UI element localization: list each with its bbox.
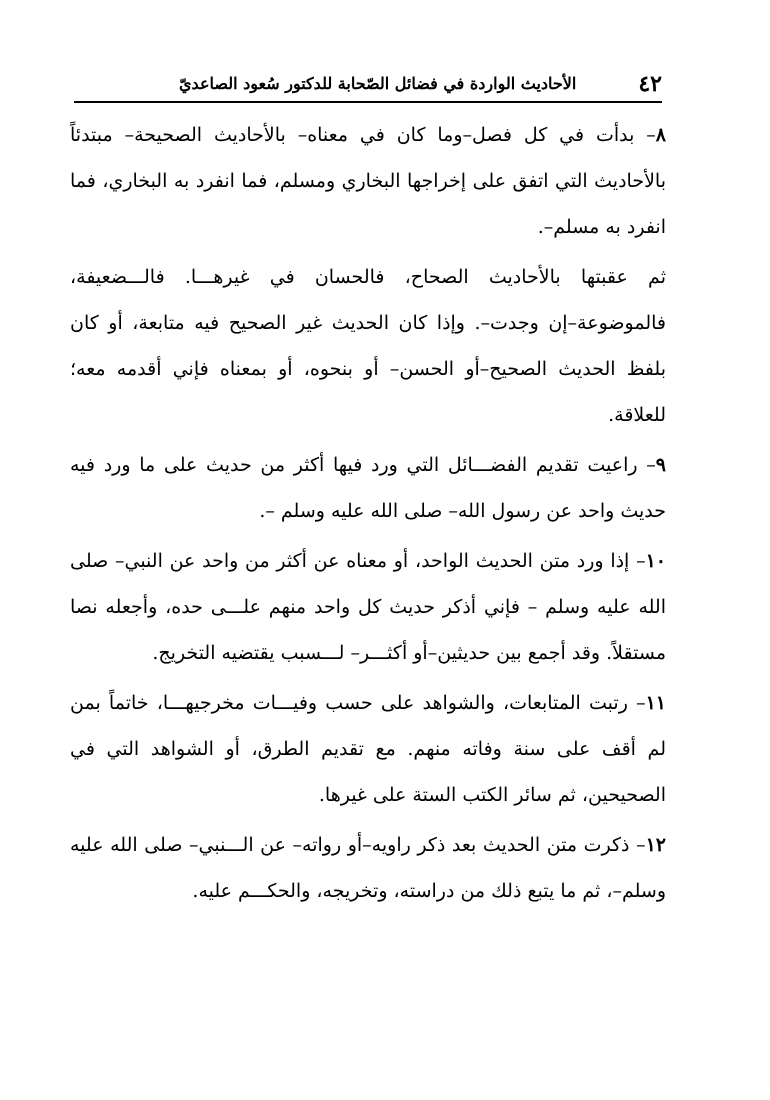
paragraph-8 (70, 112, 666, 250)
paragraph-8-continued (70, 254, 666, 438)
running-header (74, 70, 662, 98)
header-rule (74, 101, 662, 103)
paragraph-text: – راعيت تقديم الفضـــائل التي ورد فيها أكثر من حديث على ما ورد فيه حديث واحد عن رسول الله– صلى الله عليه وسلم –. (70, 454, 666, 522)
paragraph-number: ١١ (645, 692, 666, 714)
paragraph-11 (70, 680, 666, 818)
paragraph-9 (70, 442, 666, 534)
paragraph-text: – رتبت المتابعات، والشواهد على حسب وفيـــات مخرجيهـــا، خاتماً بمن لم أقف على سنة وفاته منهم. مع تقديم الطرق، أو الشواهد التي في الصحيحين، ثم سائر الكتب الستة على غيرها. (70, 692, 666, 806)
body-text (70, 112, 666, 918)
paragraph-12 (70, 822, 666, 914)
paragraph-number: ٩ (655, 454, 666, 476)
paragraph-number: ١٢ (645, 834, 666, 856)
paragraph-number: ١٠ (645, 550, 666, 572)
paragraph-number: ٨ (655, 124, 666, 146)
paragraph-text: – إذا ورد متن الحديث الواحد، أو معناه عن أكثر من واحد عن النبي– صلى الله عليه وسلم – فإني أذكر حديث كل واحد منهم علـــى حده، وأجعله نصا مستقلاً. وقد أجمع بين حديثين–أو أكثـــر– لـــسبب يقتضيه التخريج. (70, 550, 666, 664)
paragraph-text: – ذكرت متن الحديث بعد ذكر راويه–أو رواته– عن الـــنبي– صلى الله عليه وسلم–، ثم ما يتبع ذلك من دراسته، وتخريجه، والحكـــم عليه. (70, 834, 666, 902)
running-title: الأحاديث الواردة في فضائل الصّحابة للدكتور سُعود الصاعديّ (179, 74, 577, 93)
paragraph-text: – بدأت في كل فصل–وما كان في معناه– بالأحاديث الصحيحة– مبتدئاً بالأحاديث التي اتفق على إخراجها البخاري ومسلم، فما انفرد به البخاري، فما انفرد به مسلم–. (70, 124, 666, 238)
page-number: ٤٢ (638, 71, 662, 97)
paragraph-10 (70, 538, 666, 676)
paragraph-text: ثم عقبتها بالأحاديث الصحاح، فالحسان في غيرهـــا. فالـــضعيفة، فالموضوعة–إن وجدت–. وإذا كان الحديث غير الصحيح فيه متابعة، أو كان بلفظ الحديث الصحيح–أو الحسن– أو بنحوه، أو بمعناه فإني أقدمه معه؛ للعلاقة. (70, 266, 666, 426)
